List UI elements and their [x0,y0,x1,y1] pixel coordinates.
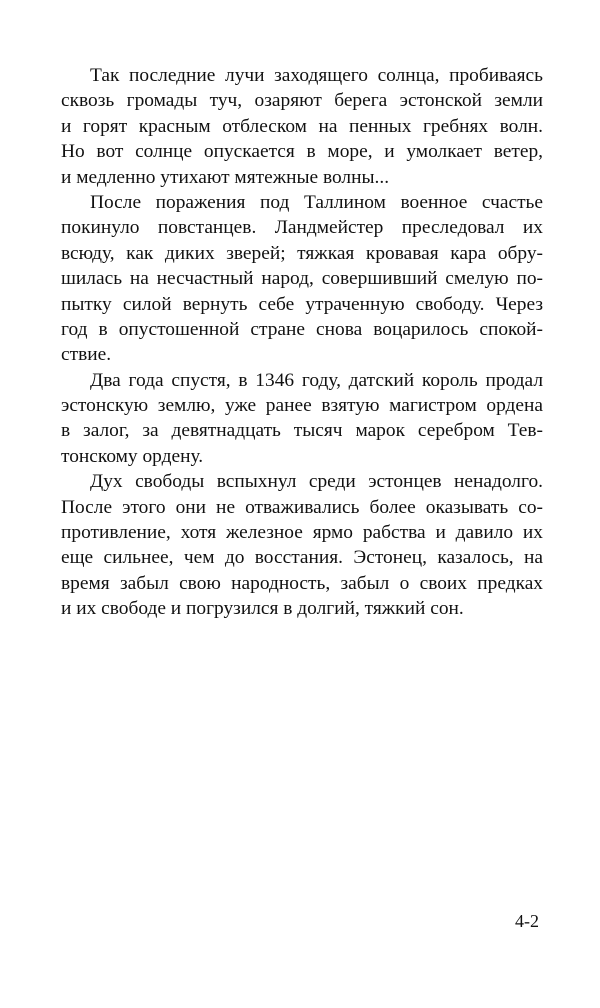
text-line: эстонскую землю, уже ранее взятую магистром ордена [61,395,543,417]
text-line: всюду, как диких зверей; тяжкая кровавая кара обру- [61,242,543,264]
text-line: Два года спустя, в 1346 году, датский король продал [90,369,543,391]
text-line: После этого они не отваживались более оказывать со- [61,496,543,518]
text-line: время забыл свою народность, забыл о своих предках [61,572,543,594]
text-line: в залог, за девятнадцать тысяч марок серебром Тев- [61,420,543,442]
text-line: противление, хотя железное ярмо рабства и давило их [61,522,543,544]
text-line: шилась на несчастный народ, совершивший смелую по- [61,268,543,290]
text-line: тонскому ордену. [61,445,204,467]
page-number: 4-2 [515,911,539,931]
text-line: После поражения под Таллином военное счастье [90,191,543,213]
text-line: Дух свободы вспыхнул среди эстонцев ненадолго. [90,471,543,493]
text-line: год в опустошенной стране снова воцарилось спокой- [61,318,543,340]
text-line: сквозь громады туч, озаряют берега эстонской земли [61,90,543,112]
text-line: Так последние лучи заходящего солнца, пробиваясь [90,65,543,86]
text-line: еще сильнее, чем до восстания. Эстонец, казалось, на [61,547,543,569]
text-line: и горят красным отблеском на пенных гребнях волн. [61,115,543,137]
text-line: покинуло повстанцев. Ландмейстер преследовал их [61,217,543,239]
text-line: ствие. [61,344,112,366]
text-line: и медленно утихают мятежные волны... [61,166,390,188]
document-body-text [61,63,543,622]
text-line: пытку силой вернуть себе утраченную свободу. Через [61,293,543,315]
text-line: и их свободе и погрузился в долгий, тяжкий сон. [61,598,464,620]
text-line: Но вот солнце опускается в море, и умолкает ветер, [61,141,543,163]
